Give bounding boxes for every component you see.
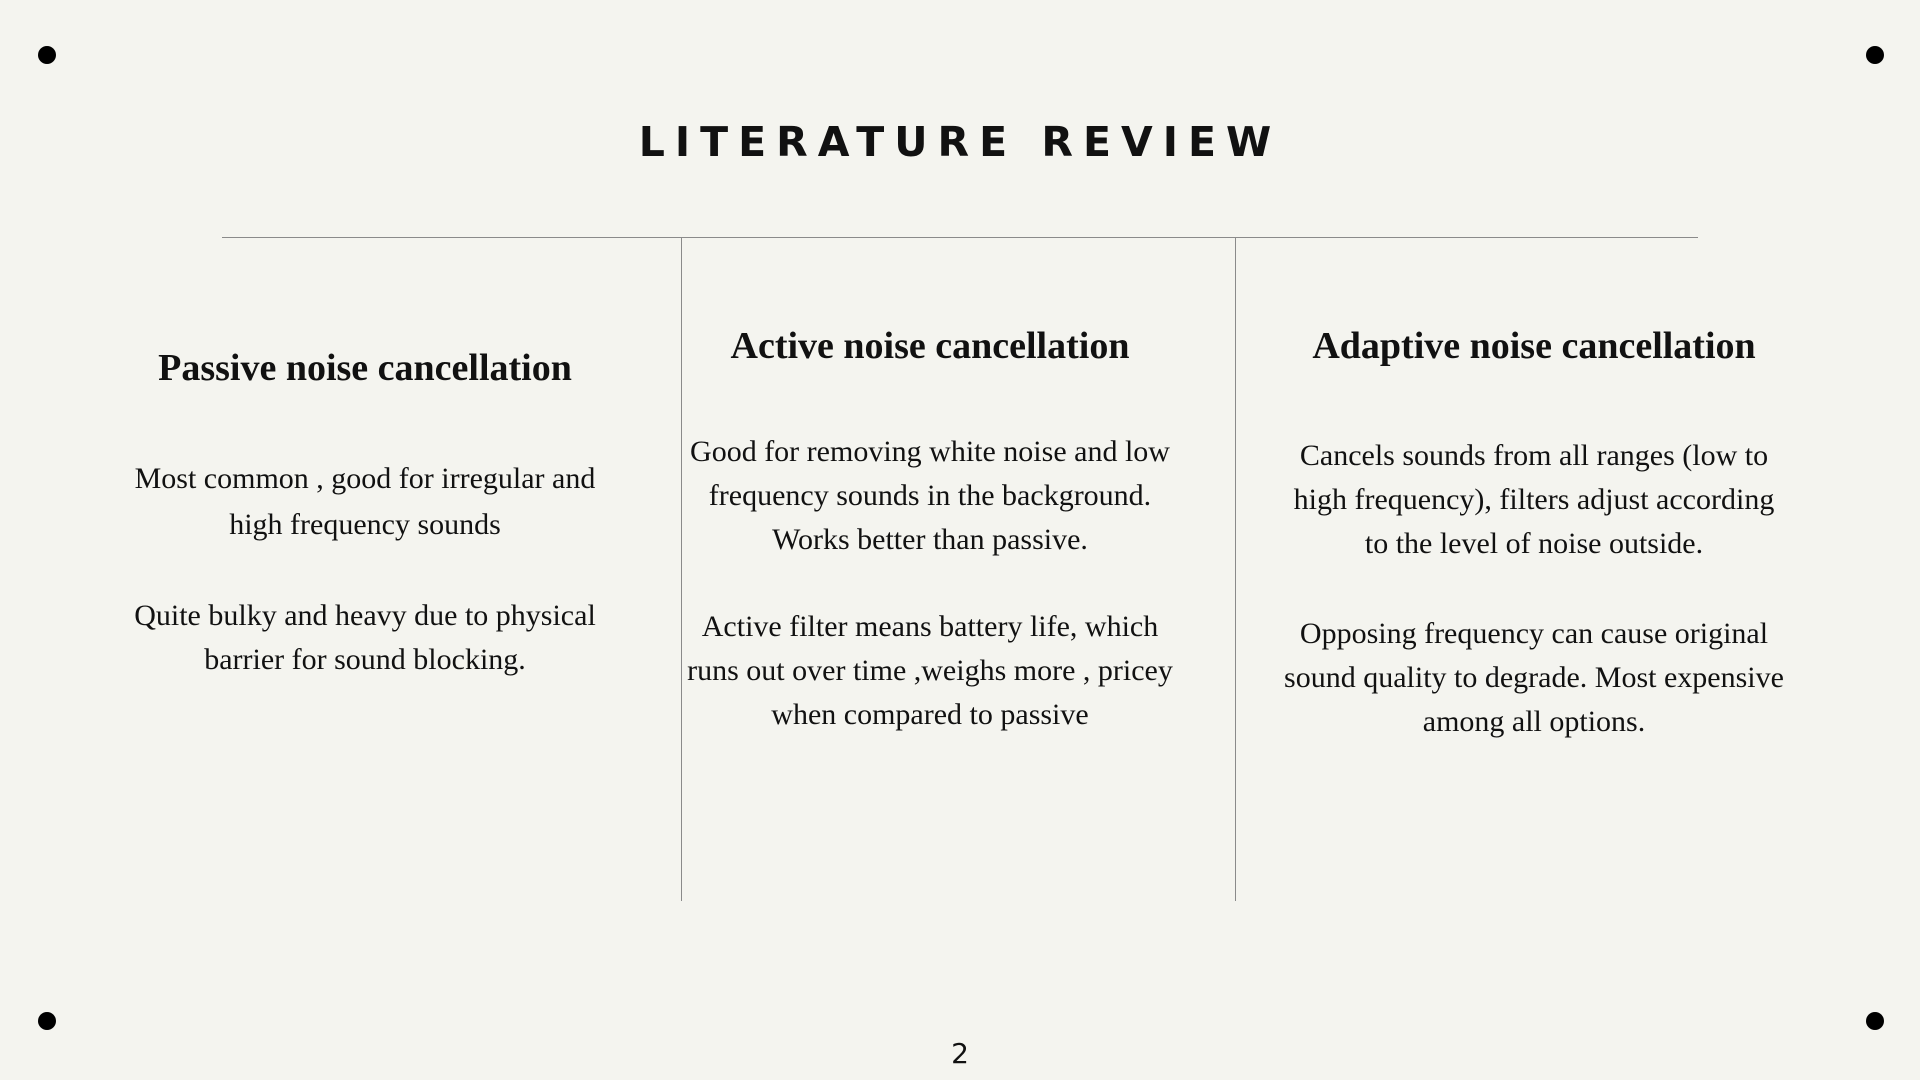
column-heading: Adaptive noise cancellation — [1312, 325, 1756, 367]
column-paragraph: Active filter means battery life, which runs out over time ,weighs more , pricey when compared to passive — [687, 610, 1173, 731]
slide-title: LITERATURE REVIEW — [638, 118, 1282, 166]
column-heading: Passive noise cancellation — [158, 347, 572, 389]
column-paragraph: Opposing frequency can cause original sound quality to degrade. Most expensive among all options. — [1284, 617, 1784, 738]
column-paragraph: Good for removing white noise and low frequency sounds in the background. Works better than passive. — [690, 435, 1170, 556]
column-heading: Active noise cancellation — [730, 325, 1130, 367]
page-number: 2 — [951, 1037, 969, 1070]
column-paragraph: Quite bulky and heavy due to physical barrier for sound blocking. — [134, 599, 596, 676]
column-paragraph: Cancels sounds from all ranges (low to high frequency), filters adjust according to the level of noise outside. — [1293, 439, 1775, 560]
column-paragraph: Most common , good for irregular and high frequency sounds — [134, 462, 596, 541]
corner-dot-top-right — [1866, 46, 1884, 64]
horizontal-divider — [222, 237, 1698, 238]
corner-dot-bottom-right — [1866, 1012, 1884, 1030]
corner-dot-top-left — [38, 46, 56, 64]
corner-dot-bottom-left — [38, 1012, 56, 1030]
column-divider-2 — [1235, 238, 1236, 901]
